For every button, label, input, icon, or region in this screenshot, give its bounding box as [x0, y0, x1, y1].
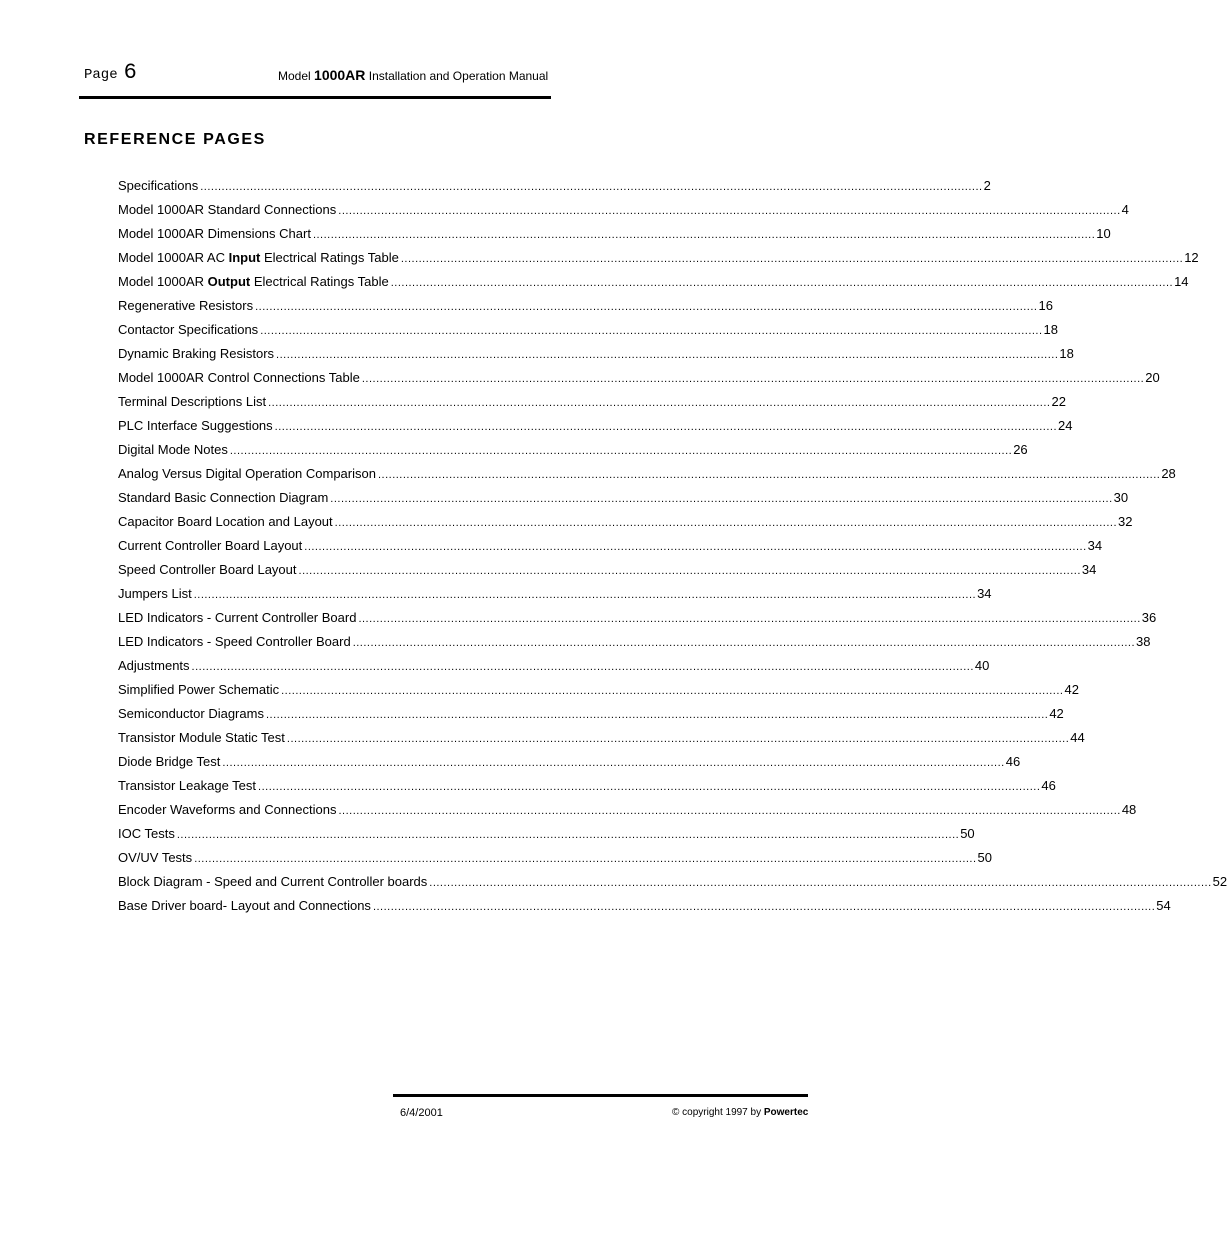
toc-leader-dots: ............................................................................................................................................................................................................................	[298, 565, 1081, 577]
toc-entry-title: Base Driver board- Layout and Connections	[118, 898, 371, 913]
toc-entry-title: Encoder Waveforms and Connections	[118, 802, 337, 817]
toc-page-number: 44	[1070, 730, 1085, 745]
toc-entry	[118, 226, 1111, 250]
toc-entry-title: Terminal Descriptions List	[118, 394, 267, 409]
toc-leader-dots: ............................................................................................................................................................................................................................	[400, 253, 1184, 265]
toc-page-number: 14	[1174, 274, 1189, 289]
toc-leader-dots: ............................................................................................................................................................................................................................	[352, 637, 1136, 649]
toc-entry	[118, 610, 1157, 634]
toc-page-number: 42	[1064, 682, 1079, 697]
toc-entry	[118, 202, 1129, 226]
toc-page-number: 18	[1059, 346, 1074, 361]
toc-page-number: 34	[1087, 538, 1103, 553]
toc-entry-title: Specifications	[118, 178, 199, 193]
toc-entry-title: Dynamic Braking Resistors	[118, 346, 275, 361]
page-number: 6	[123, 60, 137, 85]
section-title: REFERENCE PAGES	[84, 131, 266, 148]
toc-entry-title: Semiconductor Diagrams	[118, 706, 264, 721]
toc-page-number: 32	[1118, 514, 1133, 529]
toc-entry	[118, 418, 1073, 442]
toc-leader-dots: ............................................................................................................................................................................................................................	[281, 685, 1064, 697]
toc-leader-dots: ............................................................................................................................................................................................................................	[361, 373, 1145, 385]
toc-entry-title: OV/UV Tests	[118, 850, 193, 865]
toc-leader-dots: ............................................................................................................................................................................................................................	[338, 205, 1121, 217]
page-word: Page	[84, 67, 118, 83]
toc-page-number: 52	[1212, 874, 1227, 889]
toc-entry	[118, 250, 1199, 274]
toc-entry-title: Model 1000AR Standard Connections	[118, 202, 337, 217]
header-title-prefix: Model	[278, 69, 311, 83]
toc-leader-dots: ............................................................................................................................................................................................................................	[338, 805, 1121, 817]
toc-entry-title: Regenerative Resistors	[118, 298, 254, 313]
toc-entry-title: Simplified Power Schematic	[118, 682, 280, 697]
toc-leader-dots: ............................................................................................................................................................................................................................	[390, 277, 1174, 289]
toc-leader-dots: ............................................................................................................................................................................................................................	[304, 541, 1087, 553]
toc-entry-title: Analog Versus Digital Operation Comparison	[118, 466, 376, 481]
toc-leader-dots: ............................................................................................................................................................................................................................	[377, 469, 1161, 481]
header-model: 1000AR	[314, 67, 366, 83]
toc-title-part: Electrical Ratings Table	[260, 250, 399, 265]
toc-page-number: 2	[983, 178, 991, 193]
toc-page-number: 24	[1058, 418, 1073, 433]
toc-page-number: 12	[1184, 250, 1199, 265]
toc-entry-title	[118, 274, 389, 289]
footer-date: 6/4/2001	[400, 1107, 443, 1119]
toc-entry	[118, 370, 1160, 394]
toc-entry	[118, 466, 1176, 490]
header-title-suffix: Installation and Operation Manual	[368, 69, 549, 83]
toc-entry	[118, 346, 1074, 370]
toc-leader-dots: ............................................................................................................................................................................................................................	[176, 829, 960, 841]
toc-leader-dots: ............................................................................................................................................................................................................................	[255, 301, 1038, 313]
toc-entry	[118, 874, 1227, 898]
toc-page-number: 20	[1145, 370, 1160, 385]
footer-copyright	[672, 1107, 808, 1118]
toc-page-number: 38	[1136, 634, 1151, 649]
toc-entry-title	[118, 250, 399, 265]
toc-leader-dots: ............................................................................................................................................................................................................................	[334, 517, 1118, 529]
page-label	[84, 60, 137, 85]
toc-entry-title: Transistor Module Static Test	[118, 730, 285, 745]
toc-page-number: 50	[960, 826, 975, 841]
toc-entry-title: IOC Tests	[118, 826, 175, 841]
toc-leader-dots: ............................................................................................................................................................................................................................	[191, 661, 974, 673]
toc-entry-title: Adjustments	[118, 658, 190, 673]
toc-entry-title: Capacitor Board Location and Layout	[118, 514, 333, 529]
toc-entry	[118, 754, 1021, 778]
toc-leader-dots: ............................................................................................................................................................................................................................	[274, 421, 1058, 433]
toc-entry	[118, 514, 1133, 538]
toc-entry	[118, 634, 1151, 658]
toc-entry-title: Diode Bridge Test	[118, 754, 221, 769]
footer-rule	[393, 1094, 808, 1097]
toc-entry	[118, 658, 990, 682]
toc-page-number: 46	[1041, 778, 1056, 793]
toc-entry	[118, 778, 1056, 802]
toc-leader-dots: ............................................................................................................................................................................................................................	[286, 733, 1070, 745]
toc-page-number: 46	[1005, 754, 1021, 769]
toc-leader-dots: ............................................................................................................................................................................................................................	[265, 709, 1049, 721]
toc-page-number: 48	[1121, 802, 1137, 817]
toc-page-number: 36	[1141, 610, 1157, 625]
toc-entry	[118, 802, 1137, 826]
copyright-text: © copyright 1997 by	[672, 1107, 762, 1118]
toc-leader-dots: ............................................................................................................................................................................................................................	[330, 493, 1113, 505]
toc-page-number: 10	[1096, 226, 1111, 241]
toc-title-emphasis: Output	[207, 274, 251, 289]
header-rule	[79, 96, 551, 99]
toc-leader-dots: ............................................................................................................................................................................................................................	[268, 397, 1051, 409]
toc-leader-dots: ............................................................................................................................................................................................................................	[372, 901, 1156, 913]
toc-entry	[118, 274, 1189, 298]
toc-entry	[118, 394, 1066, 418]
toc-title-part: Electrical Ratings Table	[250, 274, 389, 289]
toc-entry-title: Model 1000AR Control Connections Table	[118, 370, 360, 385]
toc-leader-dots: ............................................................................................................................................................................................................................	[260, 325, 1043, 337]
toc-page-number: 54	[1156, 898, 1171, 913]
toc-page-number: 50	[977, 850, 993, 865]
toc-entry	[118, 706, 1064, 730]
toc-entry	[118, 538, 1103, 562]
toc-page-number: 22	[1051, 394, 1066, 409]
toc-entry-title: Model 1000AR Dimensions Chart	[118, 226, 311, 241]
toc-page-number: 34	[977, 586, 992, 601]
toc-leader-dots: ............................................................................................................................................................................................................................	[229, 445, 1013, 457]
toc-entry	[118, 826, 975, 850]
toc-page-number: 18	[1043, 322, 1059, 337]
toc-entry	[118, 490, 1129, 514]
toc-page-number: 34	[1081, 562, 1097, 577]
toc-entry	[118, 850, 993, 874]
toc-entry-title: Digital Mode Notes	[118, 442, 228, 457]
toc-entry-title: Transistor Leakage Test	[118, 778, 257, 793]
toc-leader-dots: ............................................................................................................................................................................................................................	[200, 181, 983, 193]
toc-entry-title: Block Diagram - Speed and Current Controller boards	[118, 874, 428, 889]
toc-leader-dots: ............................................................................................................................................................................................................................	[193, 589, 977, 601]
toc-leader-dots: ............................................................................................................................................................................................................................	[312, 229, 1096, 241]
toc-leader-dots: ............................................................................................................................................................................................................................	[276, 349, 1059, 361]
toc-page-number: 28	[1161, 466, 1176, 481]
toc-entry	[118, 322, 1059, 346]
toc-entry-title: Standard Basic Connection Diagram	[118, 490, 329, 505]
toc-entry-title: Current Controller Board Layout	[118, 538, 303, 553]
toc-entry-title: PLC Interface Suggestions	[118, 418, 273, 433]
toc-entry	[118, 298, 1053, 322]
toc-entry	[118, 682, 1079, 706]
toc-entry-title: Contactor Specifications	[118, 322, 259, 337]
toc-page-number: 4	[1121, 202, 1129, 217]
toc-entry-title: LED Indicators - Speed Controller Board	[118, 634, 351, 649]
toc-title-part: Model 1000AR AC	[118, 250, 229, 265]
toc-page-number: 40	[974, 658, 990, 673]
toc-entry-title: Speed Controller Board Layout	[118, 562, 297, 577]
toc-entry-title: Jumpers List	[118, 586, 192, 601]
toc-leader-dots: ............................................................................................................................................................................................................................	[429, 877, 1212, 889]
toc-page-number: 42	[1049, 706, 1064, 721]
toc-entry	[118, 730, 1085, 754]
toc-entry	[118, 898, 1171, 922]
toc-leader-dots: ............................................................................................................................................................................................................................	[222, 757, 1005, 769]
toc-entry	[118, 562, 1097, 586]
toc-leader-dots: ............................................................................................................................................................................................................................	[194, 853, 977, 865]
table-of-contents	[118, 178, 1227, 922]
company-name: Powertec	[763, 1107, 809, 1118]
toc-entry-title: LED Indicators - Current Controller Board	[118, 610, 357, 625]
toc-title-part: Model 1000AR	[118, 274, 208, 289]
toc-leader-dots: ............................................................................................................................................................................................................................	[258, 781, 1041, 793]
toc-entry	[118, 178, 991, 202]
toc-title-emphasis: Input	[228, 250, 261, 265]
toc-page-number: 30	[1113, 490, 1129, 505]
toc-page-number: 26	[1013, 442, 1028, 457]
toc-page-number: 16	[1038, 298, 1053, 313]
toc-entry	[118, 442, 1028, 466]
toc-leader-dots: ............................................................................................................................................................................................................................	[358, 613, 1141, 625]
toc-entry	[118, 586, 992, 610]
header-title	[278, 67, 548, 83]
